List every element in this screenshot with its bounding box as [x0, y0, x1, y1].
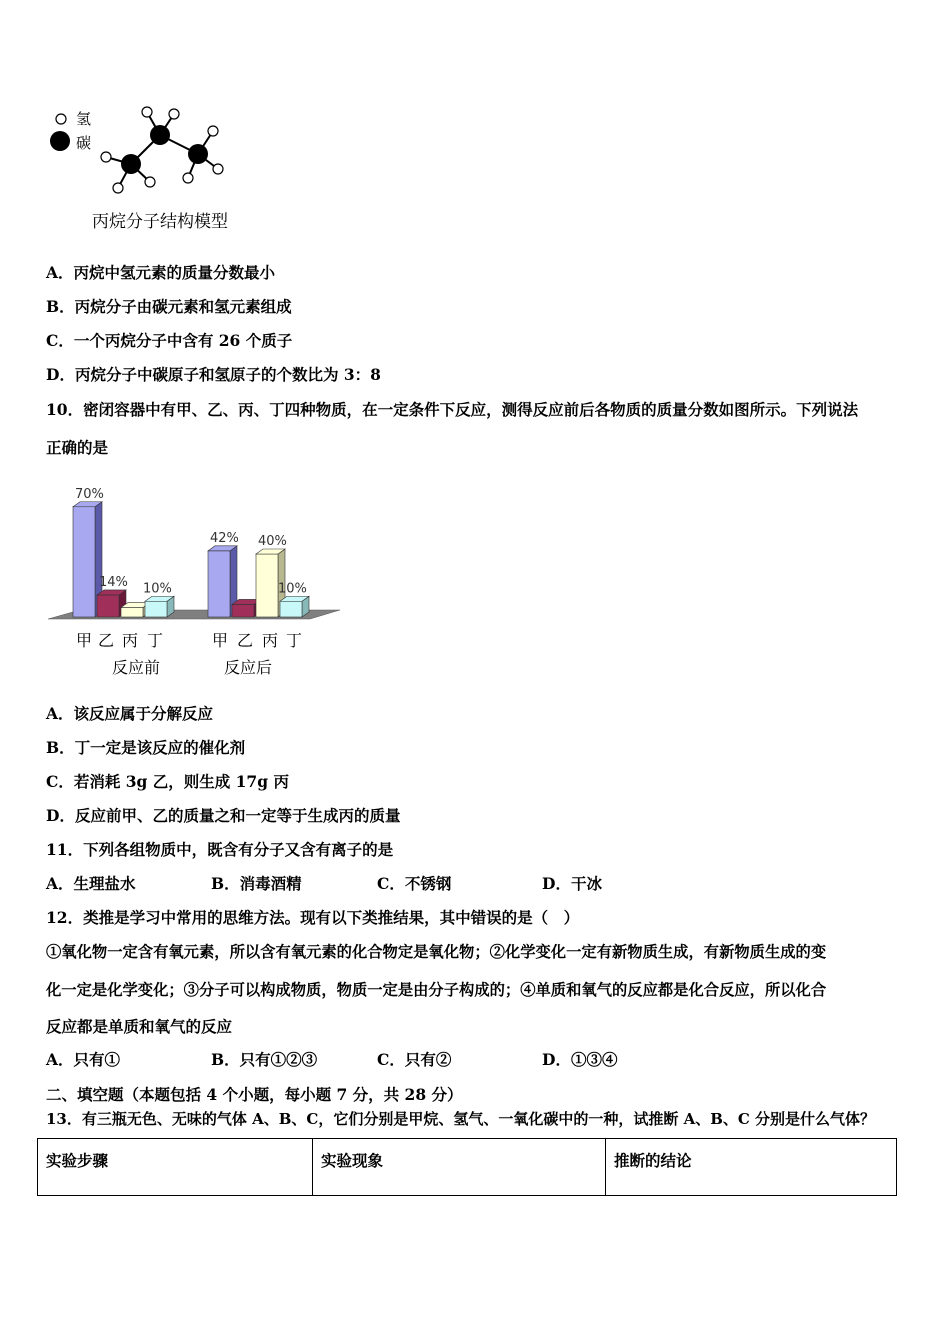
table-header-row — [38, 1139, 897, 1196]
section-title: 二、填空题（本题包括 4 个小题，每小题 7 分，共 28 分） — [46, 1085, 463, 1104]
data-label-after-ding: 10% — [278, 581, 307, 597]
bar-after-ding — [280, 601, 302, 617]
carbon-legend-symbol — [50, 131, 70, 151]
bar-after-jia — [208, 551, 230, 617]
q12-body-line2: 化一定是化学变化；③分子可以构成物质，物质一定是由分子构成的；④单质和氧气的反应都是化合反应，所以化合 — [46, 981, 827, 999]
q13-stem: 13．有三瓶无色、无味的气体 A、B、C，它们分别是甲烷、氢气、一氧化碳中的一种，试推断 A、B、C 分别是什么气体？ — [46, 1110, 876, 1128]
category-label-after-bing: 丙 — [262, 631, 279, 650]
data-label-before-yi: 14% — [99, 574, 128, 590]
q11-option-b: B．消毒酒精 — [211, 874, 302, 893]
mass-fraction-chart — [40, 462, 350, 687]
category-label-after-ding: 丁 — [286, 631, 303, 650]
data-label-after-jia: 42% — [210, 530, 239, 546]
header-conclusion: 推断的结论 — [606, 1139, 897, 1196]
q12-option-b: B．只有①②③ — [211, 1050, 318, 1069]
legend-carbon-label: 碳 — [76, 134, 92, 152]
legend-hydrogen-label: 氢 — [76, 110, 92, 128]
q10-option-a: A．该反应属于分解反应 — [46, 704, 214, 723]
q12-stem: 12．类推是学习中常用的思维方法。现有以下类推结果，其中错误的是（ ） — [46, 908, 580, 927]
q10-stem-line2: 正确的是 — [46, 438, 109, 457]
q9-option-c: C．一个丙烷分子中含有 26 个质子 — [46, 331, 293, 350]
q9-option-d: D．丙烷分子中碳原子和氢原子的个数比为 3：8 — [46, 365, 381, 384]
header-experiment-steps: 实验步骤 — [38, 1139, 313, 1196]
bar-before-bing — [121, 608, 143, 617]
q11-option-d: D．干冰 — [542, 874, 602, 893]
bar-chart-svg — [40, 462, 350, 632]
hydrogen-legend-symbol — [56, 114, 66, 124]
experiment-table — [37, 1138, 897, 1196]
bar-before-yi — [97, 595, 119, 617]
bar-after-yi — [232, 604, 254, 617]
data-label-after-bing: 40% — [258, 534, 287, 549]
bar-after-bing — [256, 554, 278, 617]
data-label-before-jia: 70% — [75, 486, 104, 502]
q9-option-a: A．丙烷中氢元素的质量分数最小 — [46, 263, 276, 282]
q10-option-b: B．丁一定是该反应的催化剂 — [46, 738, 246, 757]
q9-option-b: B．丙烷分子由碳元素和氢元素组成 — [46, 297, 292, 316]
q11-option-a: A．生理盐水 — [46, 874, 136, 893]
q10-stem-line1: 10．密闭容器中有甲、乙、丙、丁四种物质，在一定条件下反应，测得反应前后各物质的质量分数如图所示。下列说法 — [46, 400, 859, 419]
group-title-after: 反应后 — [224, 658, 273, 677]
q11-option-c: C．不锈钢 — [377, 874, 452, 893]
q12-option-a: A．只有① — [46, 1050, 121, 1069]
category-label-before-ding: 丁 — [147, 631, 164, 650]
category-label-after-jia: 甲 — [212, 631, 229, 650]
category-label-before-jia: 甲 — [76, 631, 93, 650]
bar-before-ding — [145, 601, 167, 617]
q10-option-d: D．反应前甲、乙的质量之和一定等于生成丙的质量 — [46, 806, 401, 825]
q12-body-line3: 反应都是单质和氧气的反应 — [46, 1017, 233, 1036]
q11-stem: 11．下列各组物质中，既含有分子又含有离子的是 — [46, 840, 394, 859]
category-label-before-bing: 丙 — [122, 631, 139, 650]
q12-option-c: C．只有② — [377, 1050, 452, 1069]
q12-body-line1: ①氧化物一定含有氧元素，所以含有氧元素的化合物定是氧化物；②化学变化一定有新物质生成，有新物质生成的变 — [46, 943, 827, 961]
q12-option-d: D．①③④ — [542, 1050, 618, 1069]
category-label-before-yi: 乙 — [98, 631, 115, 650]
header-experiment-phenomena: 实验现象 — [313, 1139, 606, 1196]
group-title-before: 反应前 — [112, 658, 161, 677]
category-label-after-yi: 乙 — [237, 631, 254, 650]
q10-option-c: C．若消耗 3g 乙，则生成 17g 丙 — [46, 772, 289, 791]
bar-before-jia — [73, 507, 95, 617]
data-label-before-ding: 10% — [143, 581, 172, 597]
model-caption: 丙烷分子结构模型 — [92, 212, 228, 232]
